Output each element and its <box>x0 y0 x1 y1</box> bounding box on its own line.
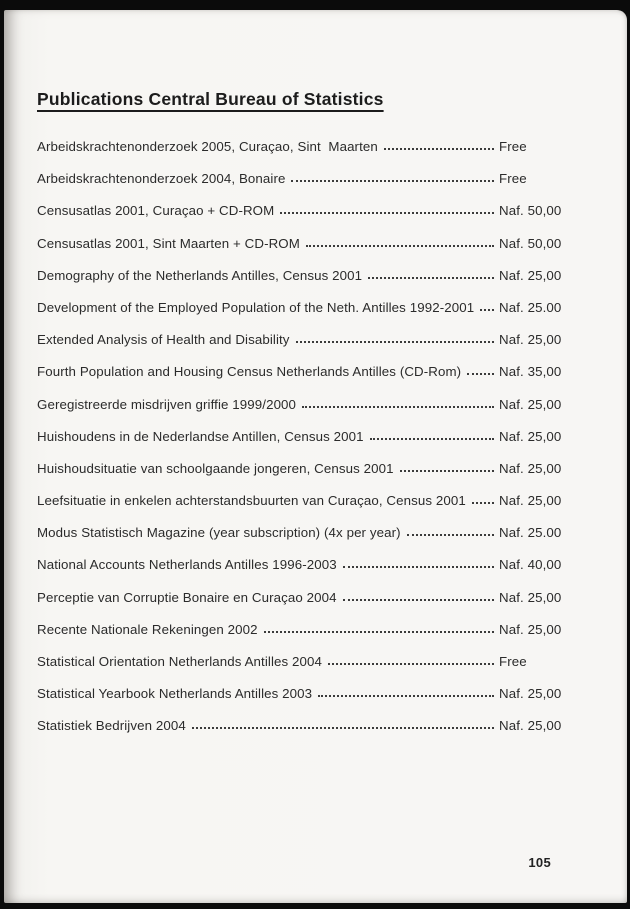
dot-leader <box>296 341 494 343</box>
publication-price: Naf. 25,00 <box>499 718 562 734</box>
publication-price: Free <box>499 654 527 669</box>
publication-row <box>37 557 565 589</box>
publication-title: Extended Analysis of Health and Disability <box>37 332 290 348</box>
publication-price: Free <box>499 171 527 187</box>
publication-row <box>37 718 565 750</box>
publication-title: Statistiek Bedrijven 2004 <box>37 718 186 734</box>
publication-list <box>37 139 565 751</box>
publication-price: Naf. 25.00 <box>499 299 562 315</box>
dot-leader <box>291 180 494 182</box>
page-content <box>37 10 565 751</box>
dot-leader <box>328 663 494 665</box>
dot-leader <box>400 470 494 472</box>
publication-row <box>37 236 565 268</box>
publication-row <box>37 397 565 429</box>
publication-title: Censusatlas 2001, Sint Maarten + CD-ROM <box>37 235 300 251</box>
dot-leader <box>368 277 494 279</box>
dot-leader <box>264 631 494 633</box>
publication-title: Geregistreerde misdrijven griffie 1999/2000 <box>37 396 297 412</box>
publication-price: Naf. 25,00 <box>499 332 562 348</box>
dot-leader <box>384 148 494 150</box>
publication-title: Huishoudens in de Nederlandse Antillen, Census 2001 <box>37 428 364 444</box>
publication-row <box>37 171 565 203</box>
publication-title: Huishoudsituatie van schoolgaande jongeren, Census 2001 <box>37 460 394 476</box>
publication-row <box>37 622 565 654</box>
publication-row <box>37 590 565 622</box>
publication-price: Free <box>499 139 527 154</box>
publication-row <box>37 686 565 718</box>
publication-price: Naf. 25,00 <box>499 460 562 476</box>
dot-leader <box>480 309 494 311</box>
publication-price: Naf. 25,00 <box>499 428 562 444</box>
publication-price: Naf. 25,00 <box>499 493 562 509</box>
publication-price: Naf. 25,00 <box>499 396 562 412</box>
publication-price: Naf. 40,00 <box>499 557 562 573</box>
dot-leader <box>343 599 494 601</box>
publication-row <box>37 493 565 525</box>
publication-title: National Accounts Netherlands Antilles 1996-2003 <box>37 557 337 573</box>
publication-title: Statistical Yearbook Netherlands Antilles 2003 <box>37 686 313 702</box>
dot-leader <box>407 534 494 536</box>
publication-row <box>37 525 565 557</box>
publication-title: Arbeidskrachtenonderzoek 2005, Curaçao, Sint Maarten <box>37 139 378 154</box>
dot-leader <box>472 502 494 504</box>
publication-price: Naf. 25,00 <box>499 267 562 283</box>
publication-row <box>37 203 565 235</box>
publication-title: Modus Statistisch Magazine (year subscription) (4x per year) <box>37 525 401 541</box>
publication-row <box>37 268 565 300</box>
dot-leader <box>280 212 494 214</box>
dot-leader <box>343 566 494 568</box>
publication-title: Demography of the Netherlands Antilles, Census 2001 <box>37 267 363 283</box>
publication-price: Naf. 25,00 <box>499 589 562 605</box>
publication-title: Leefsituatie in enkelen achterstandsbuurten van Curaçao, Census 2001 <box>37 493 466 509</box>
publication-price: Naf. 25.00 <box>499 525 562 541</box>
publication-title: Perceptie van Corruptie Bonaire en Curaçao 2004 <box>37 589 337 605</box>
publication-title: Recente Nationale Rekeningen 2002 <box>37 621 258 637</box>
publication-price: Naf. 50,00 <box>499 235 562 251</box>
publication-row <box>37 654 565 686</box>
dot-leader <box>467 373 494 375</box>
publication-price: Naf. 35,00 <box>499 364 562 380</box>
dot-leader <box>192 727 494 729</box>
scanned-document-page <box>4 10 627 903</box>
publication-title: Fourth Population and Housing Census Netherlands Antilles (CD-Rom) <box>37 364 462 380</box>
publication-price: Naf. 25,00 <box>499 621 562 637</box>
dot-leader <box>370 438 494 440</box>
dot-leader <box>302 406 494 408</box>
publication-price: Naf. 25,00 <box>499 686 562 702</box>
publication-title: Statistical Orientation Netherlands Antilles 2004 <box>37 654 323 669</box>
publication-row <box>37 364 565 396</box>
publication-row <box>37 300 565 332</box>
publication-row <box>37 139 565 171</box>
dot-leader <box>318 695 494 697</box>
publication-title: Arbeidskrachtenonderzoek 2004, Bonaire <box>37 171 286 187</box>
page-number: 105 <box>528 855 551 870</box>
publication-title: Development of the Employed Population of the Neth. Antilles 1992-2001 <box>37 299 475 315</box>
dot-leader <box>306 245 494 247</box>
publication-row <box>37 461 565 493</box>
publication-row <box>37 429 565 461</box>
publication-title: Censusatlas 2001, Curaçao + CD-ROM <box>37 203 275 219</box>
publication-row <box>37 332 565 364</box>
page-title: Publications Central Bureau of Statistics <box>37 89 384 109</box>
publication-price: Naf. 50,00 <box>499 203 562 219</box>
